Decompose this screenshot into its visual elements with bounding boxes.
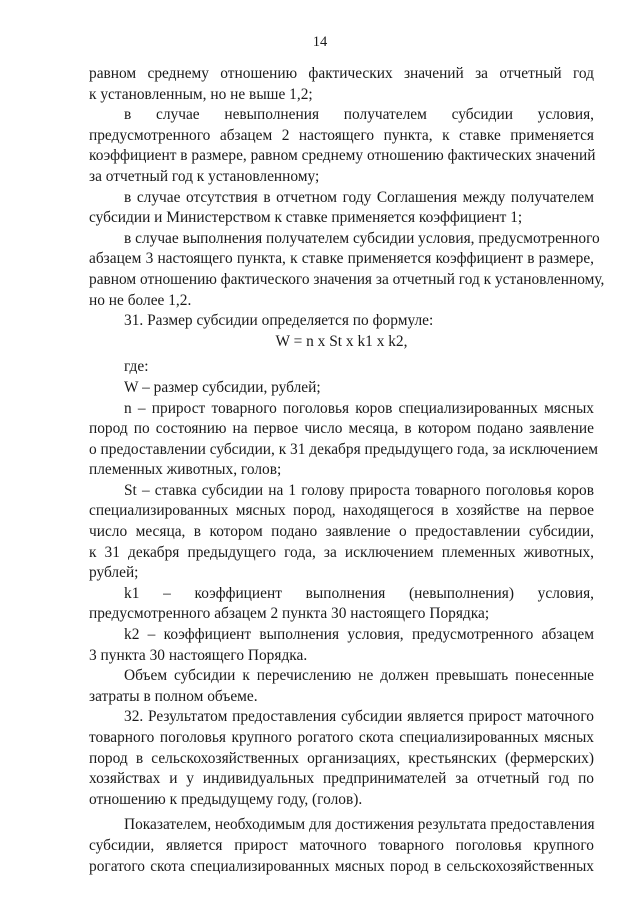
text-line: абзацем 3 настоящего пункта, к ставке применяется коэффициент в размере,	[89, 250, 594, 268]
text-line: в случае отсутствия в отчетном году Соглашения между получателем	[124, 188, 594, 206]
text-line: число месяца, в котором подано заявление о предоставлении субсидии,	[89, 523, 594, 541]
text-line: о предоставлении субсидии, к 31 декабря предыдущего года, за исключением	[89, 440, 598, 458]
text-line: k2 – коэффициент выполнения условия, предусмотренного абзацем	[124, 626, 594, 644]
text-line: субсидии, является прирост маточного товарного поголовья крупного	[89, 836, 594, 854]
text-line: равном среднему отношению фактических значений за отчетный год	[89, 65, 594, 82]
text-line: за отчетный год к установленному;	[89, 167, 320, 185]
text-line: 32. Результатом предоставления субсидии является прирост маточного	[124, 708, 594, 726]
text-line: в случае невыполнения получателем субсидии условия,	[124, 106, 594, 124]
text-line: отношению к предыдущему году, (голов).	[89, 790, 363, 808]
text-line: к 31 декабря предыдущего года, за исключением племенных животных,	[89, 543, 594, 561]
text-line: W – размер субсидии, рублей;	[124, 378, 321, 396]
text-line: предусмотренного абзацем 2 настоящего пункта, к ставке применяется	[89, 126, 594, 144]
document-body	[89, 64, 605, 877]
text-line: где:	[124, 358, 149, 376]
text-line: племенных животных, голов;	[89, 461, 282, 479]
text-line: St – ставка субсидии на 1 голову прироста товарного поголовья коров	[124, 481, 594, 499]
text-line: но не более 1,2.	[89, 291, 192, 309]
text-line: затраты в полном объеме.	[89, 687, 258, 705]
text-line: в случае выполнения получателем субсидии условия, предусмотренного	[124, 229, 600, 247]
text-line: рублей;	[89, 564, 139, 582]
text-line: 31. Размер субсидии определяется по формуле:	[124, 312, 434, 330]
text-line: хозяйствах и у индивидуальных предпринимателей за отчетный год по	[89, 770, 594, 788]
text-line: рогатого скота специализированных мясных пород в сельскохозяйственных	[89, 857, 594, 875]
text-line: специализированных мясных пород, находящегося в хозяйстве на первое	[89, 502, 594, 520]
formula: W = n x St x k1 x k2,	[275, 332, 408, 350]
text-line: товарного поголовья крупного рогатого скота специализированных мясных	[89, 729, 594, 746]
text-line: пород в сельскохозяйственных организациях, крестьянских (фермерских)	[89, 749, 594, 767]
page-number: 14	[312, 34, 328, 50]
text-line: коэффициент в размере, равном среднему отношению фактических значений	[89, 147, 596, 165]
text-line: 3 пункта 30 настоящего Порядка.	[89, 646, 308, 664]
text-line: равном отношению фактического значения за отчетный год к установленному,	[89, 270, 605, 288]
text-line: k1 – коэффициент выполнения (невыполнения) условия,	[124, 584, 594, 602]
text-line: Объем субсидии к перечислению не должен превышать понесенные	[124, 667, 594, 685]
text-line: Показателем, необходимым для достижения результата предоставления	[124, 816, 595, 834]
text-line: предусмотренного абзацем 2 пункта 30 настоящего Порядка;	[89, 605, 490, 623]
text-line: субсидии и Министерством к ставке применяется коэффициент 1;	[89, 209, 523, 227]
text-line: к установленным, но не выше 1,2;	[89, 85, 313, 103]
text-line: n – прирост товарного поголовья коров специализированных мясных	[124, 399, 594, 417]
text-line: пород по состоянию на первое число месяца, в котором подано заявление	[89, 420, 594, 438]
